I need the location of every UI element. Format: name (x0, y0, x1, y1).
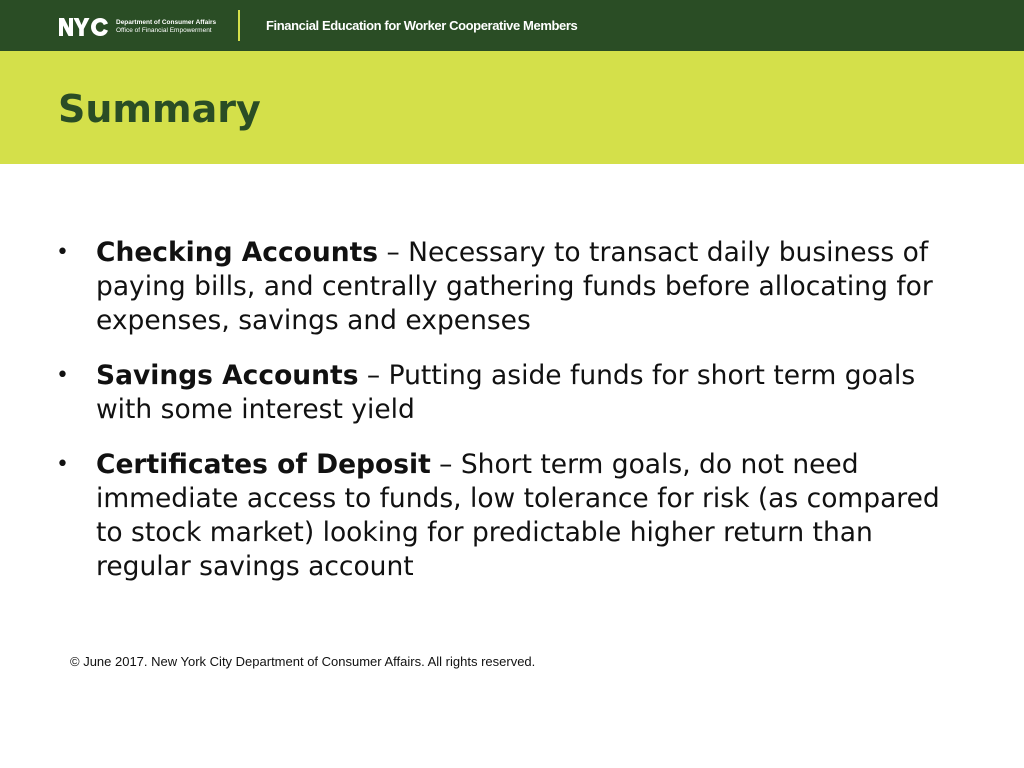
bullet-term: Certificates of Deposit (96, 449, 431, 480)
program-title: Financial Education for Worker Cooperative Members (266, 18, 578, 33)
nyc-dca-logo (59, 17, 216, 37)
logo-text (116, 19, 216, 35)
department-name: Department of Consumer Affairs (116, 19, 217, 26)
slide-title: Summary (58, 87, 261, 131)
header-divider (238, 10, 240, 41)
bullet-dot-icon: • (56, 452, 69, 477)
bullet-item-checking-accounts (56, 236, 956, 338)
bullet-item-savings-accounts (56, 359, 956, 427)
bullet-dot-icon: • (56, 240, 69, 265)
bullet-item-certificates-of-deposit (56, 448, 956, 584)
bullet-term: Savings Accounts (96, 360, 359, 391)
bullet-text: – Putting aside funds for short term goals with some interest yield (96, 360, 916, 425)
bullet-list (56, 236, 956, 605)
office-name: Office of Financial Empowerment (116, 27, 212, 34)
bullet-dot-icon: • (56, 363, 69, 388)
bullet-text: – Necessary to transact daily business of paying bills, and centrally gathering funds before allocating for expenses, savings and expenses (96, 237, 933, 336)
header-bar (0, 0, 1024, 51)
bullet-term: Checking Accounts (96, 237, 379, 268)
nyc-logo-icon (59, 17, 113, 37)
bullet-text: – Short term goals, do not need immediate access to funds, low tolerance for risk (as compared to stock market) looking for predictable higher return than regular savings account (96, 449, 940, 582)
copyright-footer: © June 2017. New York City Department of Consumer Affairs. All rights reserved. (70, 654, 536, 669)
